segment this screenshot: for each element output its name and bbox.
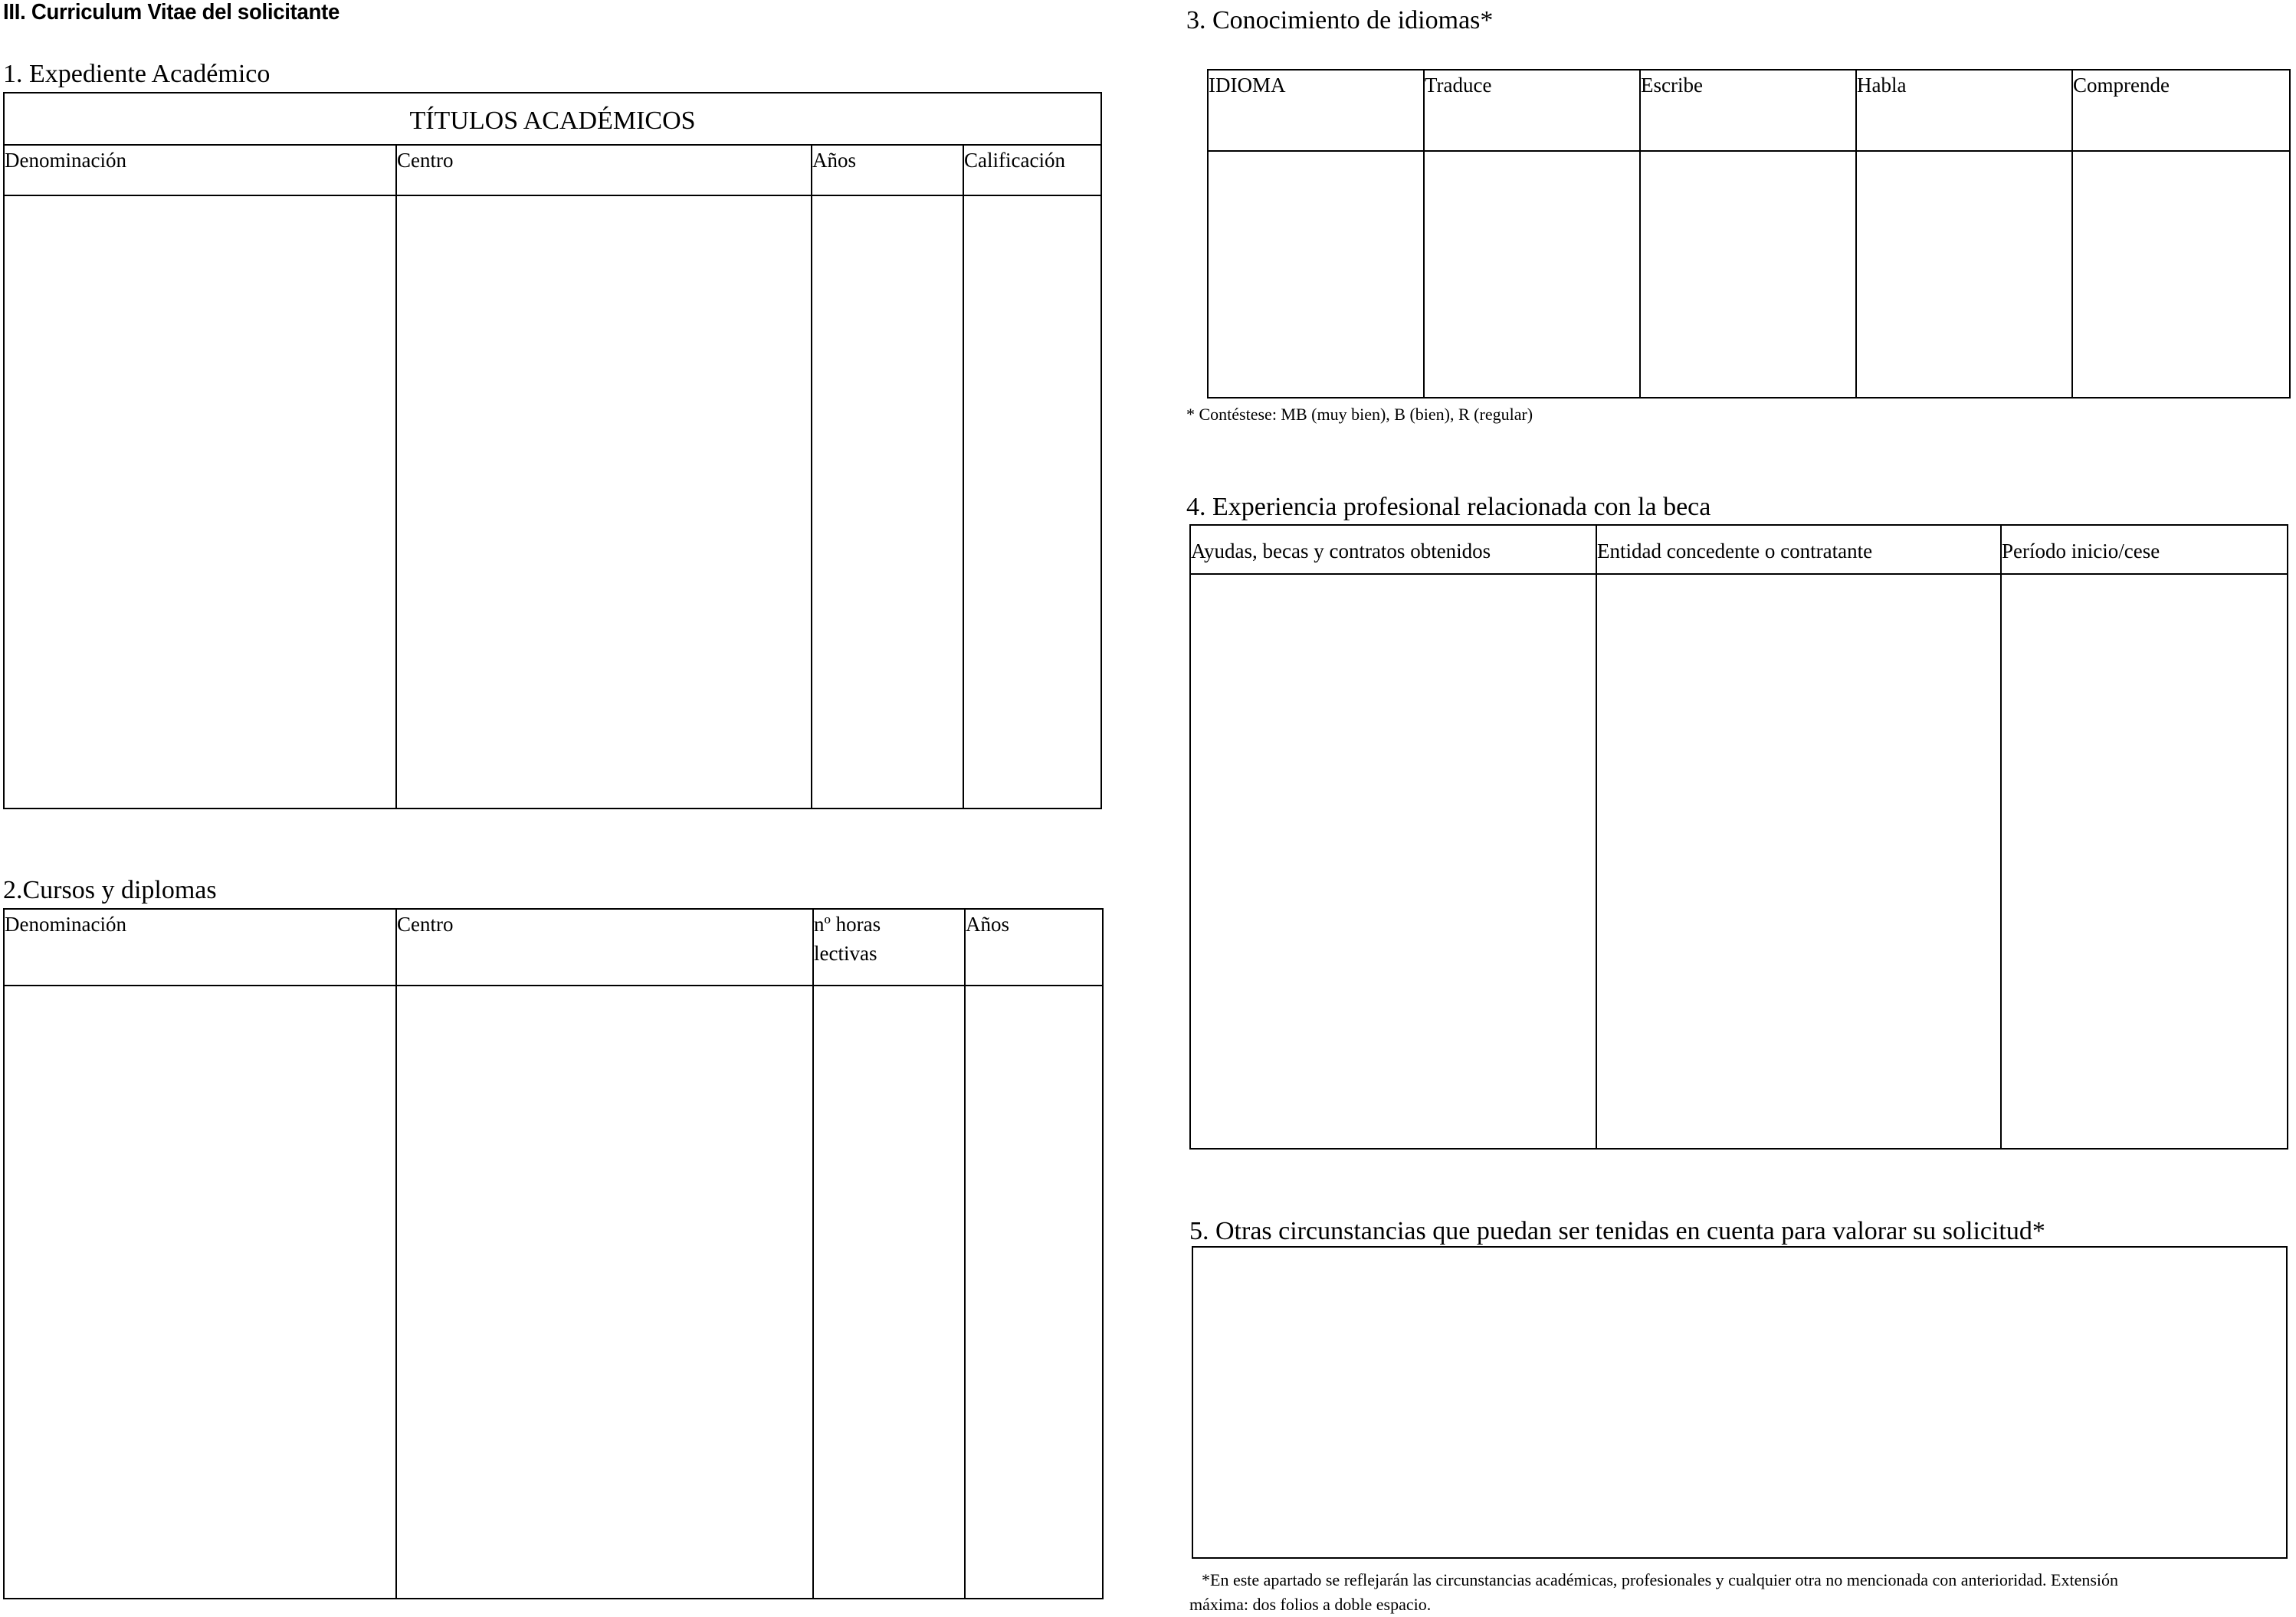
header-anos: Años xyxy=(965,909,1103,986)
header-entidad: Entidad concedente o contratante xyxy=(1596,525,2001,574)
horas-lectivas-field[interactable] xyxy=(813,986,965,1599)
languages-table xyxy=(1207,69,2291,399)
idioma-field[interactable] xyxy=(1208,151,1424,398)
header-escribe: Escribe xyxy=(1640,70,1856,151)
centro-field[interactable] xyxy=(396,195,812,808)
section-3-title: 3. Conocimiento de idiomas* xyxy=(1186,6,1494,34)
section-5-title: 5. Otras circunstancias que puedan ser tenidas en cuenta para valorar su solicitud* xyxy=(1189,1217,2045,1245)
academic-titles-heading: TÍTULOS ACADÉMICOS xyxy=(4,93,1101,145)
denominacion-field[interactable] xyxy=(4,195,396,808)
habla-field[interactable] xyxy=(1856,151,2072,398)
courses-table xyxy=(3,908,1104,1599)
header-horas-lectivas: nº horas lectivas xyxy=(813,909,965,986)
entidad-field[interactable] xyxy=(1596,574,2001,1149)
periodo-field[interactable] xyxy=(2001,574,2288,1149)
other-circumstances-note-line2: máxima: dos folios a doble espacio. xyxy=(1189,1595,1432,1614)
ayudas-becas-field[interactable] xyxy=(1190,574,1596,1149)
header-anos: Años xyxy=(812,145,963,195)
header-calificacion: Calificación xyxy=(963,145,1101,195)
header-centro: Centro xyxy=(396,909,813,986)
header-denominacion: Denominación xyxy=(4,145,396,195)
calificacion-field[interactable] xyxy=(963,195,1101,808)
escribe-field[interactable] xyxy=(1640,151,1856,398)
languages-note: * Contéstese: MB (muy bien), B (bien), R (regular) xyxy=(1186,405,1533,424)
page-title: III. Curriculum Vitae del solicitante xyxy=(3,0,340,25)
header-habla: Habla xyxy=(1856,70,2072,151)
centro-field[interactable] xyxy=(396,986,813,1599)
section-2-title: 2.Cursos y diplomas xyxy=(3,876,217,904)
header-ayudas-becas: Ayudas, becas y contratos obtenidos xyxy=(1190,525,1596,574)
header-centro: Centro xyxy=(396,145,812,195)
experience-table xyxy=(1189,524,2288,1150)
header-denominacion: Denominación xyxy=(4,909,396,986)
header-comprende: Comprende xyxy=(2072,70,2290,151)
other-circumstances-note-line1: *En este apartado se reflejarán las circunstancias académicas, profesionales y cualquier otra no mencionada con anterioridad. Extensión xyxy=(1202,1570,2119,1589)
denominacion-field[interactable] xyxy=(4,986,396,1599)
traduce-field[interactable] xyxy=(1424,151,1640,398)
section-4-title: 4. Experiencia profesional relacionada con la beca xyxy=(1186,493,1711,521)
comprende-field[interactable] xyxy=(2072,151,2290,398)
other-circumstances-field[interactable] xyxy=(1192,1246,2288,1559)
header-traduce: Traduce xyxy=(1424,70,1640,151)
header-periodo: Período inicio/cese xyxy=(2001,525,2288,574)
header-idioma: IDIOMA xyxy=(1208,70,1424,151)
section-1-title: 1. Expediente Académico xyxy=(3,60,271,88)
anos-field[interactable] xyxy=(812,195,963,808)
academic-titles-table xyxy=(3,92,1102,809)
anos-field[interactable] xyxy=(965,986,1103,1599)
